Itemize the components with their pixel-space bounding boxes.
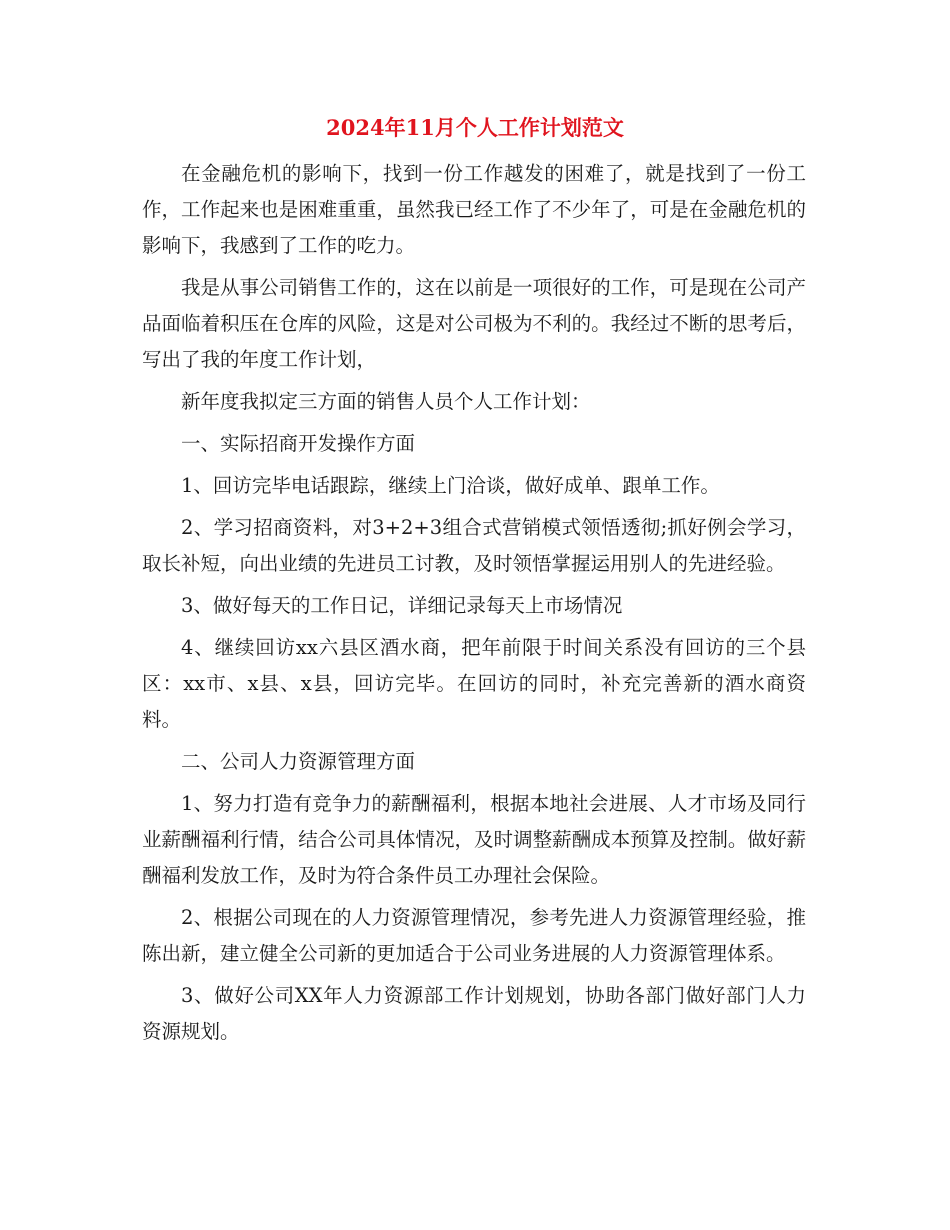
section-heading-2: 二、公司人力资源管理方面 bbox=[181, 750, 416, 773]
list-item-1-3: 3、做好每天的工作日记，详细记录每天上市场情况 bbox=[181, 594, 623, 617]
list-item-1-2: 2、学习招商资料，对3+2+3组合式营销模式领悟透彻;抓好例会学习，取长补短，向出业绩的先进员工讨教，及时领悟掌握运用别人的先进经验。 bbox=[142, 516, 806, 575]
list-item-2-1: 1、努力打造有竞争力的薪酬福利，根据本地社会进展、人才市场及同行业薪酬福利行情，结合公司具体情况，及时调整薪酬成本预算及控制。做好薪酬福利发放工作，及时为符合条件员工办理社会保险。 bbox=[142, 792, 806, 887]
list-item-1-4: 4、继续回访xx六县区酒水商，把年前限于时间关系没有回访的三个县区：xx市、x县、x县，回访完毕。在回访的同时，补充完善新的酒水商资料。 bbox=[142, 636, 806, 731]
list-item-2-3: 3、做好公司XX年人力资源部工作计划规划，协助各部门做好部门人力资源规划。 bbox=[142, 984, 806, 1043]
document-title: 2024年11月个人工作计划范文 bbox=[326, 115, 624, 140]
list-item-2-2: 2、根据公司现在的人力资源管理情况，参考先进人力资源管理经验，推陈出新，建立健全公司新的更加适合于公司业务进展的人力资源管理体系。 bbox=[142, 906, 806, 965]
paragraph-intro-2: 我是从事公司销售工作的，这在以前是一项很好的工作，可是现在公司产品面临着积压在仓库的风险，这是对公司极为不利的。我经过不断的思考后，写出了我的年度工作计划， bbox=[142, 276, 806, 371]
section-heading-1: 一、实际招商开发操作方面 bbox=[181, 432, 416, 455]
paragraph-intro-1: 在金融危机的影响下，找到一份工作越发的困难了，就是找到了一份工作，工作起来也是困难重重，虽然我已经工作了不少年了，可是在金融危机的影响下，我感到了工作的吃力。 bbox=[142, 162, 806, 257]
paragraph-plan-lead: 新年度我拟定三方面的销售人员个人工作计划： bbox=[181, 390, 591, 413]
document-body bbox=[142, 156, 806, 1056]
list-item-1-1: 1、回访完毕电话跟踪，继续上门洽谈，做好成单、跟单工作。 bbox=[181, 474, 720, 497]
